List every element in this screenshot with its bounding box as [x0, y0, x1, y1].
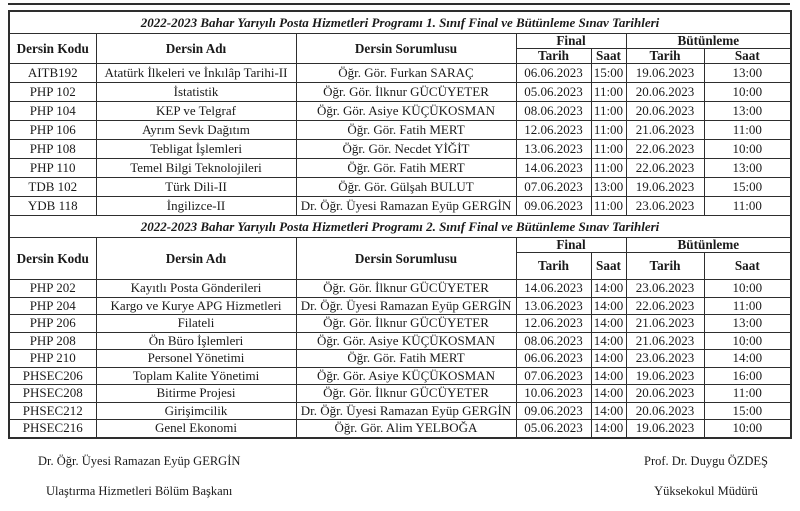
cell: 21.06.2023	[626, 332, 704, 350]
cell: Ön Büro İşlemleri	[96, 332, 296, 350]
cell: 21.06.2023	[626, 315, 704, 333]
table-row	[9, 420, 791, 438]
col-header-final-tarih: Tarih	[516, 49, 591, 64]
table-row	[9, 280, 791, 298]
cell: 22.06.2023	[626, 159, 704, 178]
table-row	[9, 159, 791, 178]
section-1-title-row	[9, 11, 791, 34]
cell: 11:00	[704, 121, 791, 140]
cell: Kayıtlı Posta Gönderileri	[96, 280, 296, 298]
cell: İstatistik	[96, 83, 296, 102]
cell: Dr. Öğr. Üyesi Ramazan Eyüp GERGİN	[296, 297, 516, 315]
col-header-butunleme-tarih: Tarih	[626, 253, 704, 280]
cell: 15:00	[704, 178, 791, 197]
cell: 08.06.2023	[516, 332, 591, 350]
cell: 23.06.2023	[626, 197, 704, 216]
cell: PHP 110	[9, 159, 96, 178]
col-header-butunleme-saat: Saat	[704, 253, 791, 280]
cell: 14:00	[591, 280, 626, 298]
cell: 11:00	[591, 121, 626, 140]
cell: 20.06.2023	[626, 83, 704, 102]
col-header-dersin-adi: Dersin Adı	[96, 34, 296, 64]
cell: PHP 104	[9, 102, 96, 121]
cell: Personel Yönetimi	[96, 350, 296, 368]
table-row	[9, 332, 791, 350]
cell: 06.06.2023	[516, 64, 591, 83]
exam-schedule-table	[8, 10, 792, 439]
cell: Toplam Kalite Yönetimi	[96, 367, 296, 385]
cell: PHP 208	[9, 332, 96, 350]
cell: 20.06.2023	[626, 102, 704, 121]
table-row	[9, 102, 791, 121]
cell: 20.06.2023	[626, 402, 704, 420]
cell: Öğr. Gör. İlknur GÜCÜYETER	[296, 83, 516, 102]
cell: 14.06.2023	[516, 280, 591, 298]
signature-left-name: Dr. Öğr. Üyesi Ramazan Eyüp GERGİN	[38, 454, 241, 468]
table-row	[9, 297, 791, 315]
cell: PHSEC206	[9, 367, 96, 385]
col-header-butunleme-tarih: Tarih	[626, 49, 704, 64]
cell: Öğr. Gör. İlknur GÜCÜYETER	[296, 385, 516, 403]
cell: PHP 102	[9, 83, 96, 102]
top-edge-rule	[8, 3, 790, 5]
col-header-butunleme: Bütünleme	[626, 238, 791, 253]
cell: Öğr. Gör. Fatih MERT	[296, 159, 516, 178]
cell: 12.06.2023	[516, 315, 591, 333]
table-row	[9, 121, 791, 140]
cell: 20.06.2023	[626, 385, 704, 403]
cell: 11:00	[704, 197, 791, 216]
cell: Öğr. Gör. Asiye KÜÇÜKOSMAN	[296, 332, 516, 350]
cell: 09.06.2023	[516, 402, 591, 420]
cell: 10.06.2023	[516, 385, 591, 403]
col-header-dersin-adi: Dersin Adı	[96, 238, 296, 280]
table-row	[9, 140, 791, 159]
cell: AITB192	[9, 64, 96, 83]
cell: 22.06.2023	[626, 140, 704, 159]
cell: 11:00	[591, 197, 626, 216]
cell: Kargo ve Kurye APG Hizmetleri	[96, 297, 296, 315]
cell: 06.06.2023	[516, 350, 591, 368]
cell: 14:00	[591, 367, 626, 385]
cell: 19.06.2023	[626, 367, 704, 385]
cell: 07.06.2023	[516, 367, 591, 385]
cell: 14:00	[591, 297, 626, 315]
table-row	[9, 350, 791, 368]
col-header-dersin-kodu: Dersin Kodu	[9, 238, 96, 280]
cell: 15:00	[704, 402, 791, 420]
signature-block	[8, 454, 790, 499]
cell: Genel Ekonomi	[96, 420, 296, 438]
cell: 07.06.2023	[516, 178, 591, 197]
cell: PHSEC216	[9, 420, 96, 438]
cell: 13.06.2023	[516, 297, 591, 315]
cell: PHP 108	[9, 140, 96, 159]
cell: 05.06.2023	[516, 83, 591, 102]
cell: Öğr. Gör. Fatih MERT	[296, 121, 516, 140]
cell: 11:00	[591, 83, 626, 102]
col-header-final-saat: Saat	[591, 49, 626, 64]
col-header-dersin-kodu: Dersin Kodu	[9, 34, 96, 64]
col-header-final: Final	[516, 238, 626, 253]
cell: 14:00	[591, 350, 626, 368]
cell: 14:00	[591, 402, 626, 420]
cell: 13.06.2023	[516, 140, 591, 159]
cell: Türk Dili-II	[96, 178, 296, 197]
cell: 09.06.2023	[516, 197, 591, 216]
cell: PHSEC208	[9, 385, 96, 403]
cell: PHP 202	[9, 280, 96, 298]
cell: Öğr. Gör. Asiye KÜÇÜKOSMAN	[296, 367, 516, 385]
signature-right-name: Prof. Dr. Duygu ÖZDEŞ	[644, 454, 768, 468]
table-row	[9, 83, 791, 102]
cell: 10:00	[704, 280, 791, 298]
col-header-final: Final	[516, 34, 626, 49]
cell: Öğr. Gör. Necdet YİĞİT	[296, 140, 516, 159]
cell: Filateli	[96, 315, 296, 333]
table-row	[9, 197, 791, 216]
table-row	[9, 385, 791, 403]
cell: 23.06.2023	[626, 280, 704, 298]
cell: 19.06.2023	[626, 64, 704, 83]
section-2-title: 2022-2023 Bahar Yarıyılı Posta Hizmetleri Programı 2. Sınıf Final ve Bütünleme Sınav Tarihleri	[9, 216, 791, 238]
cell: 11:00	[704, 385, 791, 403]
cell: PHP 210	[9, 350, 96, 368]
cell: 11:00	[591, 140, 626, 159]
cell: İngilizce-II	[96, 197, 296, 216]
cell: Atatürk İlkeleri ve İnkılâp Tarihi-II	[96, 64, 296, 83]
cell: PHP 106	[9, 121, 96, 140]
cell: TDB 102	[9, 178, 96, 197]
cell: KEP ve Telgraf	[96, 102, 296, 121]
cell: 16:00	[704, 367, 791, 385]
cell: 14:00	[591, 420, 626, 438]
cell: PHP 204	[9, 297, 96, 315]
cell: 10:00	[704, 420, 791, 438]
cell: Girişimcilik	[96, 402, 296, 420]
cell: PHP 206	[9, 315, 96, 333]
cell: 08.06.2023	[516, 102, 591, 121]
cell: Öğr. Gör. İlknur GÜCÜYETER	[296, 280, 516, 298]
cell: 12.06.2023	[516, 121, 591, 140]
cell: Ayrım Sevk Dağıtım	[96, 121, 296, 140]
cell: 11:00	[591, 159, 626, 178]
cell: PHSEC212	[9, 402, 96, 420]
cell: Tebligat İşlemleri	[96, 140, 296, 159]
section-2-header-row-1	[9, 238, 791, 253]
cell: 11:00	[704, 297, 791, 315]
cell: YDB 118	[9, 197, 96, 216]
cell: 14.06.2023	[516, 159, 591, 178]
cell: Öğr. Gör. Asiye KÜÇÜKOSMAN	[296, 102, 516, 121]
table-row	[9, 178, 791, 197]
col-header-dersin-sorumlusu: Dersin Sorumlusu	[296, 238, 516, 280]
cell: 05.06.2023	[516, 420, 591, 438]
section-1-header-row-1	[9, 34, 791, 49]
cell: 19.06.2023	[626, 178, 704, 197]
cell: Öğr. Gör. Furkan SARAÇ	[296, 64, 516, 83]
signature-left-title: Ulaştırma Hizmetleri Bölüm Başkanı	[45, 484, 233, 498]
cell: 15:00	[591, 64, 626, 83]
signature-right	[644, 454, 768, 499]
section-1-title: 2022-2023 Bahar Yarıyılı Posta Hizmetleri Programı 1. Sınıf Final ve Bütünleme Sınav Tarihleri	[9, 11, 791, 34]
cell: 19.06.2023	[626, 420, 704, 438]
table-row	[9, 64, 791, 83]
cell: Öğr. Gör. İlknur GÜCÜYETER	[296, 315, 516, 333]
col-header-butunleme: Bütünleme	[626, 34, 791, 49]
cell: 10:00	[704, 140, 791, 159]
section-2-rows	[9, 280, 791, 438]
cell: 14:00	[591, 385, 626, 403]
cell: Dr. Öğr. Üyesi Ramazan Eyüp GERGİN	[296, 197, 516, 216]
cell: 13:00	[704, 64, 791, 83]
cell: Öğr. Gör. Alim YELBOĞA	[296, 420, 516, 438]
cell: 10:00	[704, 332, 791, 350]
cell: 13:00	[704, 159, 791, 178]
section-2-title-row	[9, 216, 791, 238]
col-header-butunleme-saat: Saat	[704, 49, 791, 64]
cell: 14:00	[591, 332, 626, 350]
cell: 10:00	[704, 83, 791, 102]
cell: 14:00	[591, 315, 626, 333]
table-row	[9, 315, 791, 333]
signature-left	[38, 454, 240, 499]
cell: Öğr. Gör. Gülşah BULUT	[296, 178, 516, 197]
cell: 13:00	[704, 315, 791, 333]
section-2-header	[9, 216, 791, 280]
col-header-dersin-sorumlusu: Dersin Sorumlusu	[296, 34, 516, 64]
signature-right-title: Yüksekokul Müdürü	[654, 484, 758, 498]
cell: 23.06.2023	[626, 350, 704, 368]
table-row	[9, 367, 791, 385]
cell: 13:00	[591, 178, 626, 197]
table-row	[9, 402, 791, 420]
cell: Bitirme Projesi	[96, 385, 296, 403]
section-1-rows	[9, 64, 791, 216]
cell: Temel Bilgi Teknolojileri	[96, 159, 296, 178]
cell: 22.06.2023	[626, 297, 704, 315]
cell: 11:00	[591, 102, 626, 121]
col-header-final-tarih: Tarih	[516, 253, 591, 280]
col-header-final-saat: Saat	[591, 253, 626, 280]
section-1-header	[9, 11, 791, 64]
cell: 21.06.2023	[626, 121, 704, 140]
cell: 13:00	[704, 102, 791, 121]
cell: Öğr. Gör. Fatih MERT	[296, 350, 516, 368]
cell: Dr. Öğr. Üyesi Ramazan Eyüp GERGİN	[296, 402, 516, 420]
cell: 14:00	[704, 350, 791, 368]
